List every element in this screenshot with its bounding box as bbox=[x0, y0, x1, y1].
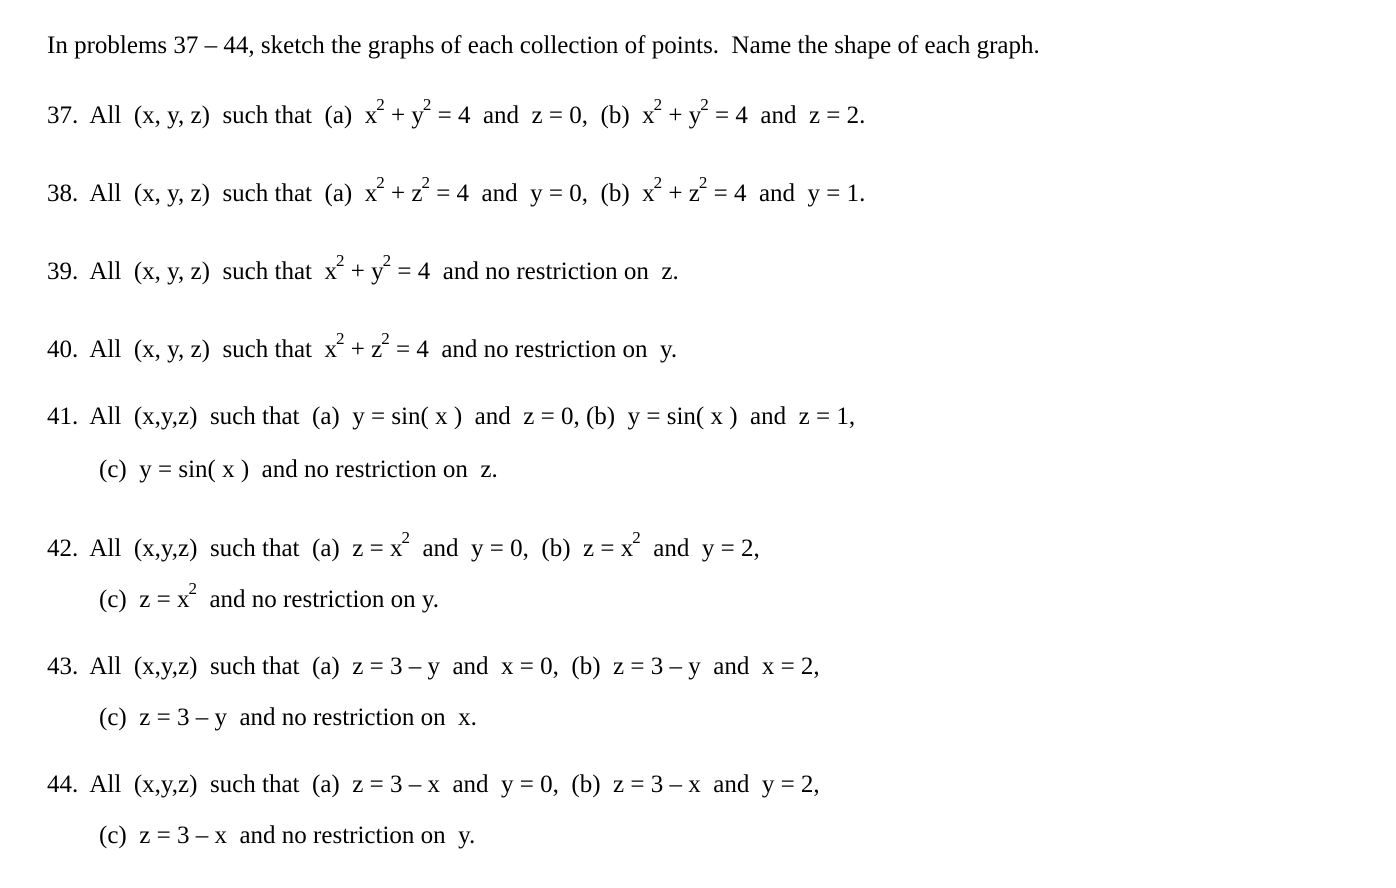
problem-42-line-2: (c) $z = x^2$ and no restriction on y. bbox=[99, 579, 440, 613]
problem-44-line-2: (c) z = 3 – x and no restriction on y. bbox=[99, 822, 476, 849]
problem-41-line-2: (c) y = sin( x ) and no restriction on z. bbox=[99, 456, 498, 483]
problem-40: 40. All (x, y, z) such that $x^2 + z^2 = 4$ and no restriction on y. bbox=[47, 329, 678, 363]
intro-text: In problems 37 – 44, sketch the graphs of each collection of points. Name the shape of each graph. bbox=[47, 32, 1040, 59]
problem-37: 37. All (x, y, z) such that (a) $x^2 + y^2 = 4$ and z = 0, (b) $x^2 + y^2 = 4$ and z = 2. bbox=[47, 95, 866, 129]
problem-43-line-1: 43. All (x,y,z) such that (a) z = 3 – y and x = 0, (b) z = 3 – y and x = 2, bbox=[47, 653, 820, 680]
problem-42-line-1: 42. All (x,y,z) such that (a) $z = x^2$ and y = 0, (b) $z = x^2$ and y = 2, bbox=[47, 528, 760, 562]
problem-43-line-2: (c) z = 3 – y and no restriction on x. bbox=[99, 704, 477, 731]
problem-41-line-1: 41. All (x,y,z) such that (a) y = sin( x ) and z = 0, (b) y = sin( x ) and z = 1, bbox=[47, 403, 856, 430]
problem-44-line-1: 44. All (x,y,z) such that (a) z = 3 – x and y = 0, (b) z = 3 – x and y = 2, bbox=[47, 771, 820, 798]
problem-39: 39. All (x, y, z) such that $x^2 + y^2 = 4$ and no restriction on z. bbox=[47, 251, 679, 285]
problem-38: 38. All (x, y, z) such that (a) $x^2 + z^2 = 4$ and y = 0, (b) $x^2 + z^2 = 4$ and y = 1. bbox=[47, 173, 866, 207]
